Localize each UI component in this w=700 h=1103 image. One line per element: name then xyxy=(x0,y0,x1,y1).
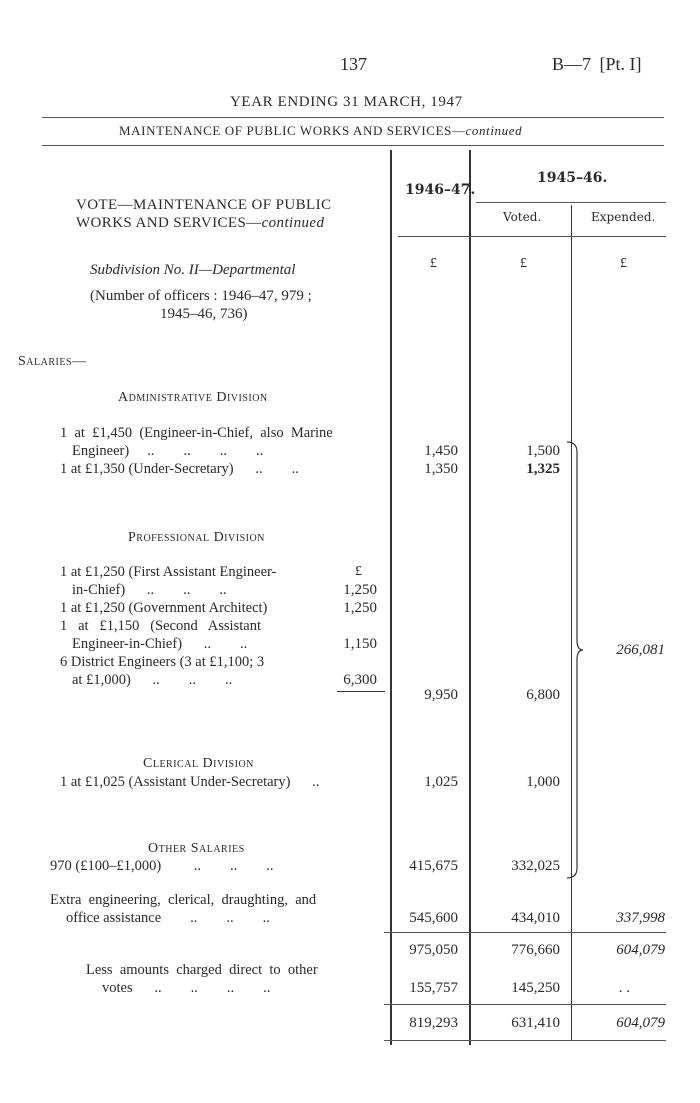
prof-item-1-amount: 1,250 xyxy=(343,582,377,598)
prof-item-3-amount: 1,150 xyxy=(343,636,377,652)
prof-item-2-amount: 1,250 xyxy=(343,600,377,616)
currency-expended: £ xyxy=(620,256,627,271)
extra-item-line2: office assistance .. .. .. xyxy=(66,910,270,926)
admin-item-1-line1: 1 at £1,450 (Engineer-in-Chief, also Marine xyxy=(60,425,333,441)
extra-item-line1: Extra engineering, clerical, draughting, and xyxy=(50,892,317,908)
subtotal-voted-value: 776,660 xyxy=(511,942,560,958)
reference-part: [Pt. I] xyxy=(599,54,642,74)
administrative-division-heading: Administrative Division xyxy=(118,390,268,405)
page-number: 137 xyxy=(340,54,367,74)
prof-item-1-line1: 1 at £1,250 (First Assistant Engineer- xyxy=(60,564,277,580)
header-rule-top xyxy=(42,117,664,118)
prof-item-3-line2: Engineer-in-Chief) .. .. xyxy=(72,636,248,652)
admin-item-1-line2: Engineer) .. .. .. .. xyxy=(72,443,264,459)
other-voted-value: 332,025 xyxy=(511,858,560,874)
column-divider-left xyxy=(390,150,392,1045)
prof-item-2-line1: 1 at £1,250 (Government Architect) xyxy=(60,600,268,616)
professional-subtotal-rule xyxy=(337,691,385,692)
professional-pound: £ xyxy=(355,564,362,579)
subdivision-title: Subdivision No. II—Departmental xyxy=(90,262,296,278)
prof-item-4-amount: 6,300 xyxy=(343,672,377,688)
vote-title-line2 xyxy=(76,215,324,232)
prof-item-3-line1: 1 at £1,150 (Second Assistant xyxy=(60,618,261,634)
vote-title-continued: continued xyxy=(261,215,325,231)
professional-total-1946: 9,950 xyxy=(424,687,458,703)
bottom-rule xyxy=(384,1040,666,1041)
net-expended-value: 604,079 xyxy=(616,1015,665,1031)
less-expended-value: . . xyxy=(618,980,630,996)
admin-voted-value-1: 1,500 xyxy=(526,443,560,459)
prof-item-4-line2: at £1,000) .. .. .. xyxy=(72,672,233,688)
column-divider-middle xyxy=(469,150,471,1045)
currency-1946-47: £ xyxy=(430,256,437,271)
clerical-division-heading: Clerical Division xyxy=(143,756,254,771)
clerical-item: 1 at £1,025 (Assistant Under-Secretary) .. xyxy=(60,774,320,790)
prof-item-4-line1: 6 District Engineers (3 at £1,100; 3 xyxy=(60,654,265,670)
professional-total-voted: 6,800 xyxy=(526,687,560,703)
admin-1946-value-2: 1,350 xyxy=(424,461,458,477)
year-heading: YEAR ENDING 31 MARCH, 1947 xyxy=(230,94,463,110)
column-group-rule xyxy=(476,202,666,203)
less-voted-value: 145,250 xyxy=(511,980,560,996)
professional-division-heading: Professional Division xyxy=(128,530,265,545)
clerical-1946-value: 1,025 xyxy=(424,774,458,790)
less-item-line1: Less amounts charged direct to other xyxy=(86,962,318,978)
subtotal-rule xyxy=(384,932,666,933)
brace-expended-value: 266,081 xyxy=(616,642,665,658)
expended-brace xyxy=(565,440,587,880)
section-title xyxy=(119,123,522,139)
officers-count-line1: (Number of officers : 1946–47, 979 ; xyxy=(90,288,312,304)
header-rule-bottom xyxy=(42,145,664,146)
salaries-heading: Salaries— xyxy=(18,354,87,369)
column-header-1945-46: 1945–46. xyxy=(537,170,608,186)
extra-voted-value: 434,010 xyxy=(511,910,560,926)
vote-title-text: WORKS AND SERVICES— xyxy=(76,215,262,231)
section-title-continued: continued xyxy=(465,123,523,138)
section-title-text: MAINTENANCE OF PUBLIC WORKS AND SERVICES— xyxy=(119,123,466,138)
net-rule xyxy=(384,1004,666,1005)
admin-item-2: 1 at £1,350 (Under-Secretary) .. .. xyxy=(60,461,299,477)
column-header-expended: Expended. xyxy=(591,210,656,224)
less-item-line2: votes .. .. .. .. xyxy=(102,980,271,996)
reference-prefix: B—7 xyxy=(552,54,592,74)
other-salaries-item: 970 (£100–£1,000) .. .. .. xyxy=(50,858,274,874)
prof-item-1-line2: in-Chief) .. .. .. xyxy=(72,582,227,598)
subtotal-expended-value: 604,079 xyxy=(616,942,665,958)
net-voted-value: 631,410 xyxy=(511,1015,560,1031)
column-header-voted: Voted. xyxy=(503,210,542,224)
vote-title-line1: VOTE—MAINTENANCE OF PUBLIC xyxy=(76,197,332,213)
currency-voted: £ xyxy=(520,256,527,271)
other-1946-value: 415,675 xyxy=(409,858,458,874)
admin-1946-value-1: 1,450 xyxy=(424,443,458,459)
other-salaries-heading: Other Salaries xyxy=(148,841,245,856)
extra-1946-value: 545,600 xyxy=(409,910,458,926)
officers-count-line2: 1945–46, 736) xyxy=(160,306,248,322)
less-1946-value: 155,757 xyxy=(409,980,458,996)
clerical-voted-value: 1,000 xyxy=(526,774,560,790)
document-reference xyxy=(552,54,642,75)
column-header-1946-47: 1946–47. xyxy=(405,182,476,198)
net-1946-value: 819,293 xyxy=(409,1015,458,1031)
subtotal-1946-value: 975,050 xyxy=(409,942,458,958)
admin-voted-value-2: 1,325 xyxy=(526,461,560,477)
extra-expended-value: 337,998 xyxy=(616,910,665,926)
column-header-rule xyxy=(398,236,666,237)
